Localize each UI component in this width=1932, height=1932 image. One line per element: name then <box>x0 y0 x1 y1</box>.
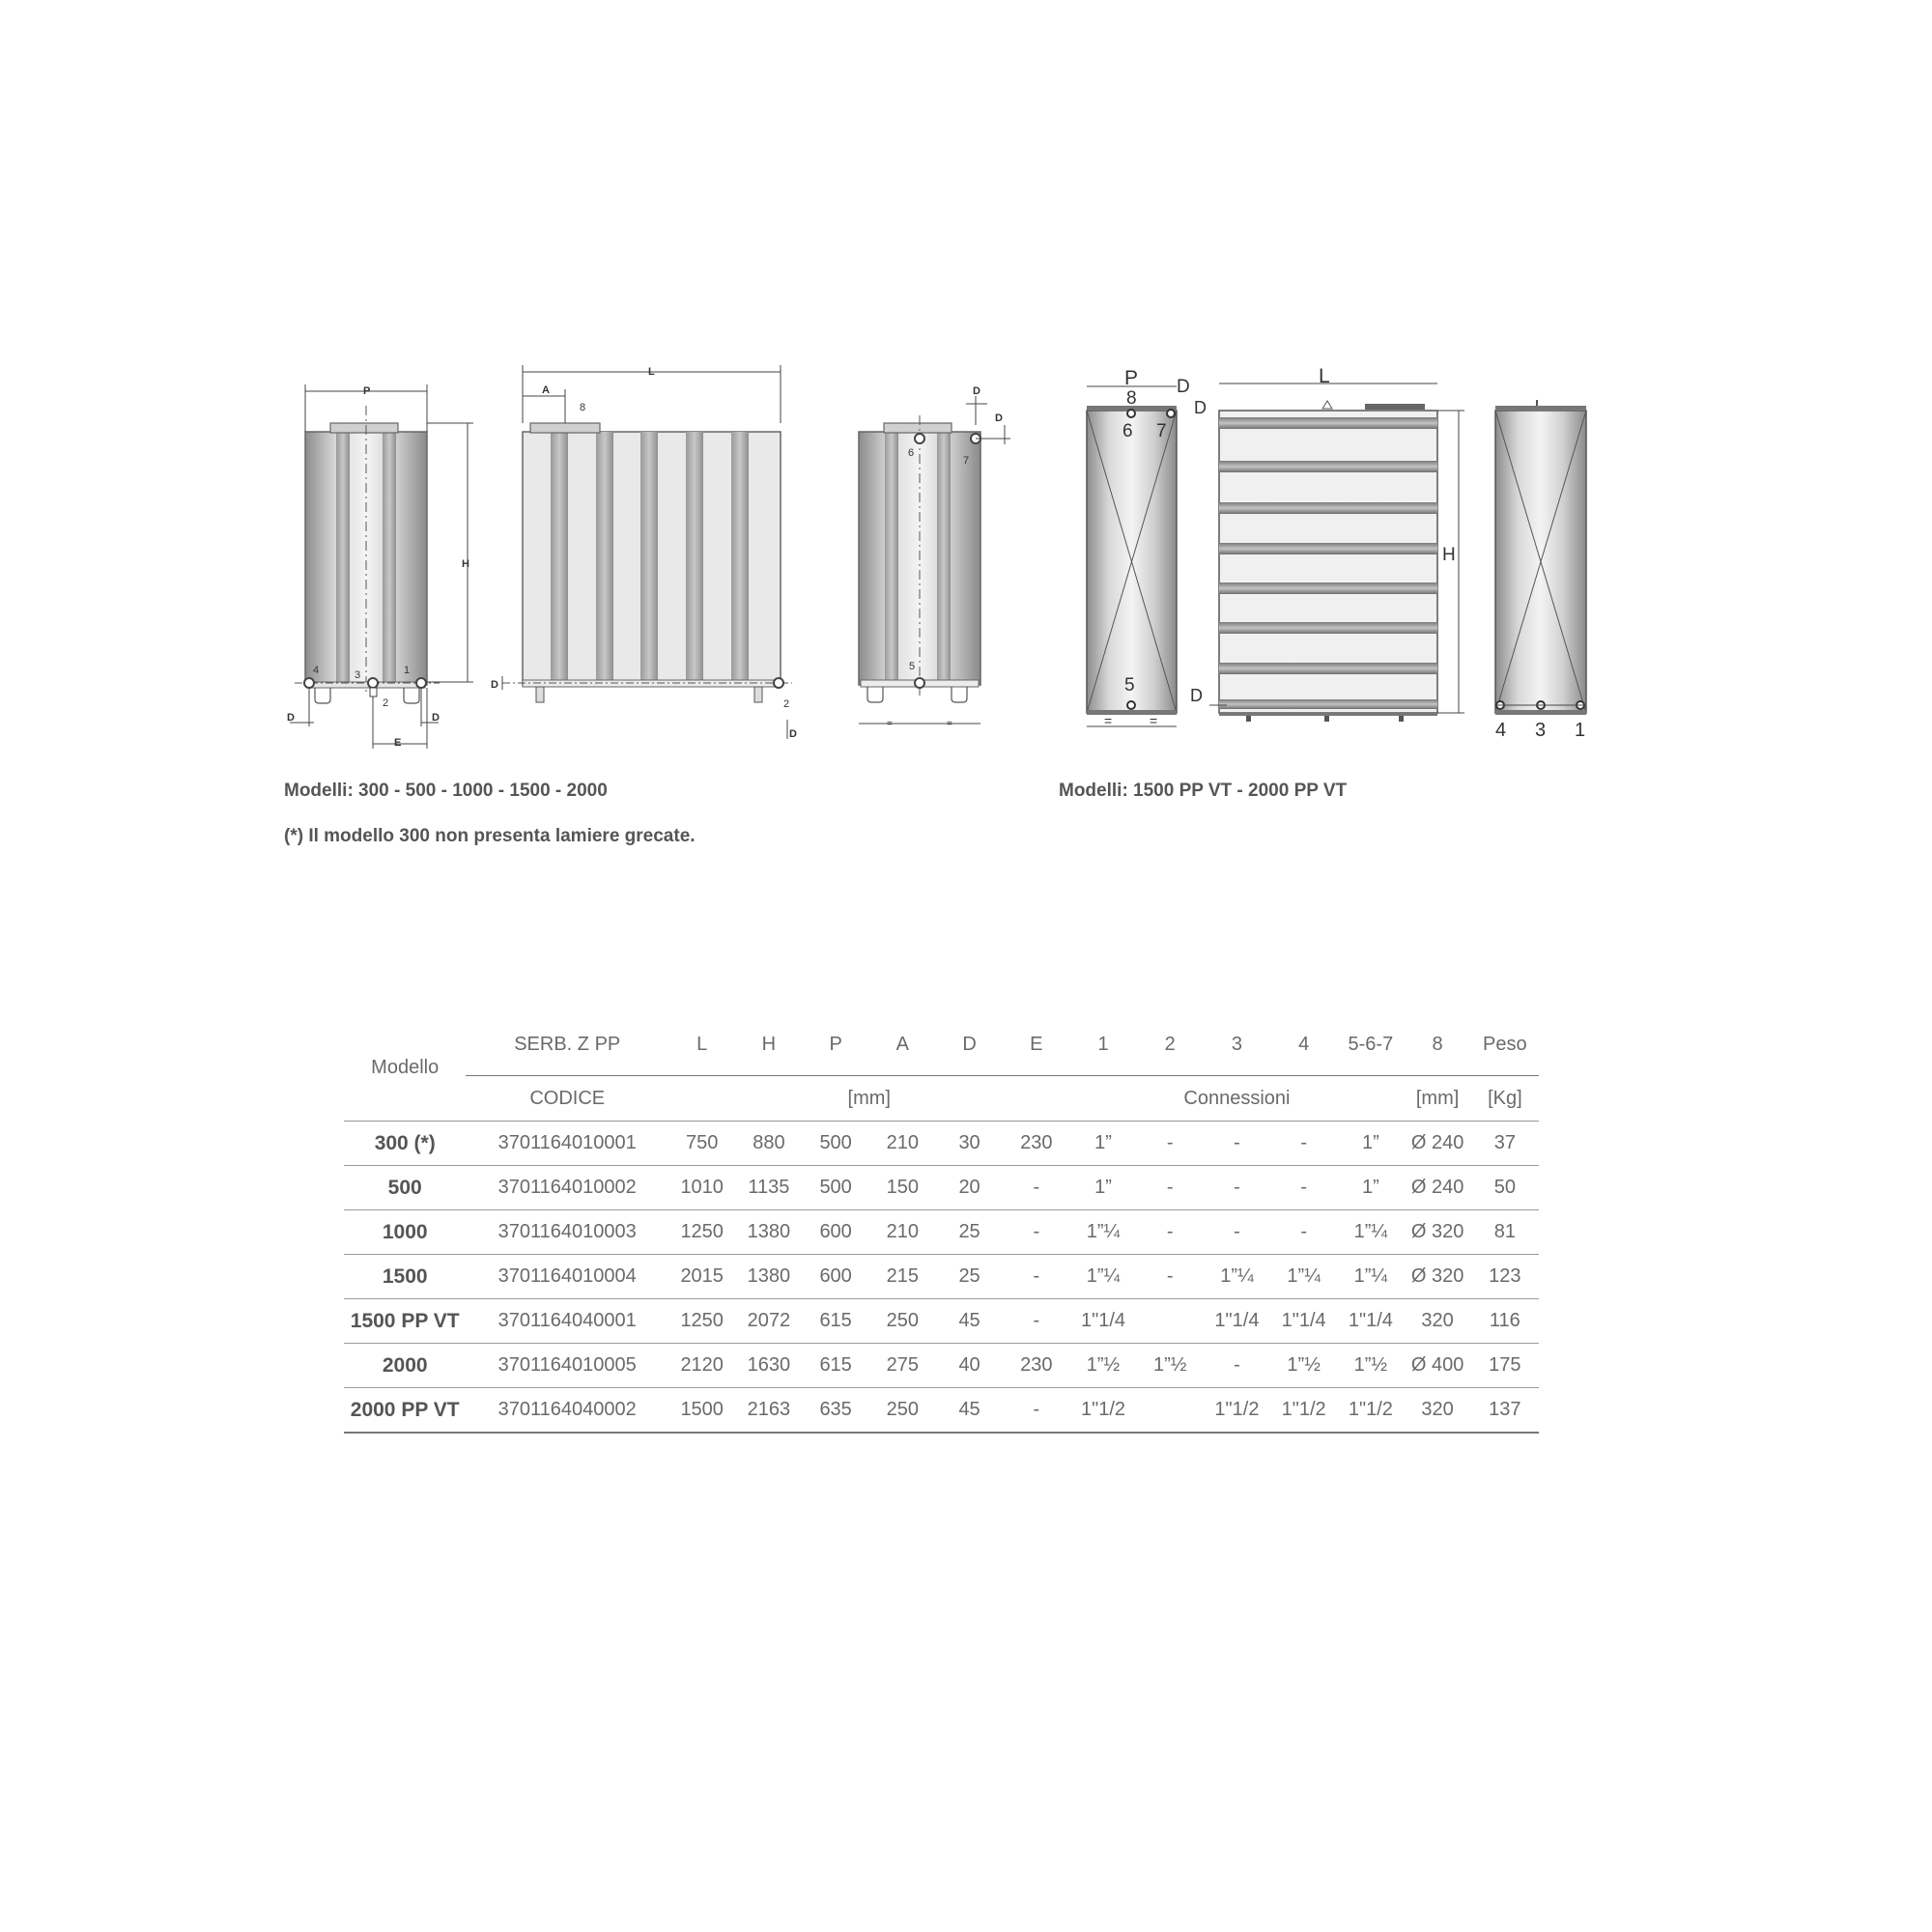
table-cell: 500 <box>803 1122 869 1166</box>
dim-label-l: L <box>648 366 655 378</box>
conn-label-6: 6 <box>1122 421 1133 441</box>
header-cell: 1 <box>1069 1014 1136 1076</box>
conn-label-5: 5 <box>1124 675 1135 696</box>
table-cell: 123 <box>1471 1255 1539 1299</box>
table-cell: 1380 <box>735 1255 802 1299</box>
table-row <box>344 1299 1539 1344</box>
tank-end-view <box>859 396 1010 724</box>
table-cell: 45 <box>936 1299 1003 1344</box>
table-cell: 1"1/4 <box>1204 1299 1270 1344</box>
table-cell: 1”¼ <box>1337 1210 1404 1255</box>
table-row <box>344 1388 1539 1434</box>
table-cell: 1250 <box>668 1210 735 1255</box>
table-cell: - <box>1137 1210 1204 1255</box>
table-cell: 635 <box>803 1388 869 1434</box>
table-cell: - <box>1270 1166 1337 1210</box>
conn-label-8: 8 <box>580 402 586 413</box>
table-cell: 230 <box>1003 1122 1069 1166</box>
header-cell: A <box>869 1014 936 1076</box>
table-cell: - <box>1270 1210 1337 1255</box>
conn-label-5: 5 <box>909 661 916 672</box>
header-mm-8: [mm] <box>1404 1076 1470 1122</box>
table-cell: 1010 <box>668 1166 735 1210</box>
table-row <box>344 1122 1539 1166</box>
table-cell: - <box>1204 1210 1270 1255</box>
table-cell: 1"1/2 <box>1270 1388 1337 1434</box>
conn-label-3: 3 <box>1535 720 1547 741</box>
table-cell: 2163 <box>735 1388 802 1434</box>
models-caption-left: Modelli: 300 - 500 - 1000 - 1500 - 2000 <box>284 781 608 801</box>
table-cell: 3701164010005 <box>466 1344 668 1388</box>
table-cell: - <box>1204 1122 1270 1166</box>
header-kg: [Kg] <box>1471 1076 1539 1122</box>
table-row <box>344 1166 1539 1210</box>
dim-label-h: H <box>462 558 469 570</box>
table-cell: 1250 <box>668 1299 735 1344</box>
table-cell: 25 <box>936 1210 1003 1255</box>
technical-drawings <box>0 0 1932 869</box>
conn-label-1: 1 <box>404 665 411 676</box>
table-cell: 150 <box>869 1166 936 1210</box>
table-cell: 1” <box>1069 1166 1136 1210</box>
table-cell: 3701164040002 <box>466 1388 668 1434</box>
table-cell: 600 <box>803 1255 869 1299</box>
header-cell: 8 <box>1404 1014 1470 1076</box>
table-cell: 1630 <box>735 1344 802 1388</box>
table-subheader-row <box>344 1076 1539 1122</box>
table-cell: 1”¼ <box>1069 1255 1136 1299</box>
header-cell: E <box>1003 1014 1069 1076</box>
table-cell: 1”½ <box>1069 1344 1136 1388</box>
header-modello: Modello <box>371 1056 440 1078</box>
header-cell: D <box>936 1014 1003 1076</box>
header-cell: L <box>668 1014 735 1076</box>
dim-label-d: D <box>1190 686 1203 705</box>
table-cell: 137 <box>1471 1388 1539 1434</box>
dim-label-d: D <box>1177 377 1190 397</box>
table-cell: 750 <box>668 1122 735 1166</box>
dim-label-p: P <box>1124 367 1139 389</box>
table-cell: - <box>1003 1210 1069 1255</box>
table-cell: 1"1/4 <box>1270 1299 1337 1344</box>
table-cell: - <box>1204 1166 1270 1210</box>
table-cell: 500 <box>803 1166 869 1210</box>
header-mm: [mm] <box>668 1076 1069 1122</box>
model-cell: 1000 <box>344 1210 466 1255</box>
table-cell: 2072 <box>735 1299 802 1344</box>
model-cell: 1500 PP VT <box>344 1299 466 1344</box>
dim-label-h: H <box>1442 545 1456 565</box>
table-row <box>344 1344 1539 1388</box>
dim-label-l: L <box>1319 365 1330 387</box>
dim-label-eq: = <box>887 719 893 729</box>
dim-label-a: A <box>542 384 550 396</box>
table-cell: 3701164010001 <box>466 1122 668 1166</box>
dim-label-eq: = <box>1150 713 1158 728</box>
table-cell: 1” <box>1337 1122 1404 1166</box>
table-cell: 20 <box>936 1166 1003 1210</box>
dim-label-d: D <box>995 412 1003 424</box>
table-cell: - <box>1270 1122 1337 1166</box>
dim-label-p: P <box>363 385 371 397</box>
table-cell: 116 <box>1471 1299 1539 1344</box>
table-cell: Ø 240 <box>1404 1166 1470 1210</box>
header-cell: SERB. Z PP <box>466 1014 668 1076</box>
model-cell: 2000 PP VT <box>344 1388 466 1434</box>
table-cell: - <box>1003 1166 1069 1210</box>
table-cell: 320 <box>1404 1299 1470 1344</box>
table-cell: 250 <box>869 1388 936 1434</box>
table-cell: 600 <box>803 1210 869 1255</box>
footnote: (*) Il modello 300 non presenta lamiere grecate. <box>284 826 696 846</box>
table-cell: 3701164010002 <box>466 1166 668 1210</box>
table-cell: 37 <box>1471 1122 1539 1166</box>
table-cell: 880 <box>735 1122 802 1166</box>
models-caption-right: Modelli: 1500 PP VT - 2000 PP VT <box>1059 781 1348 801</box>
table-cell: 1”½ <box>1270 1344 1337 1388</box>
dim-label-d: D <box>973 385 980 397</box>
table-cell: 1"1/2 <box>1204 1388 1270 1434</box>
header-cell: 5-6-7 <box>1337 1014 1404 1076</box>
table-cell: 2120 <box>668 1344 735 1388</box>
table-cell: 50 <box>1471 1166 1539 1210</box>
dim-label-d: D <box>432 712 440 724</box>
conn-label-7: 7 <box>963 455 970 467</box>
table-cell: 1"1/2 <box>1069 1388 1136 1434</box>
table-cell: 3701164010004 <box>466 1255 668 1299</box>
conn-label-8: 8 <box>1126 388 1137 409</box>
table-cell: 1"1/4 <box>1069 1299 1136 1344</box>
table-cell: 1”¼ <box>1337 1255 1404 1299</box>
vt-end-view <box>1495 400 1586 715</box>
table-cell <box>1137 1388 1204 1434</box>
table-cell: 1” <box>1337 1166 1404 1210</box>
table-cell: 615 <box>803 1299 869 1344</box>
vt-front-view <box>1209 384 1464 722</box>
dim-label-d: D <box>491 679 498 691</box>
table-cell: Ø 320 <box>1404 1210 1470 1255</box>
table-cell: 615 <box>803 1344 869 1388</box>
header-connessioni: Connessioni <box>1069 1076 1404 1122</box>
tank-front-view <box>502 365 792 739</box>
header-cell: H <box>735 1014 802 1076</box>
table-cell: 40 <box>936 1344 1003 1388</box>
table-cell: 230 <box>1003 1344 1069 1388</box>
table-cell: 1”¼ <box>1069 1210 1136 1255</box>
table-cell: 3701164010003 <box>466 1210 668 1255</box>
table-cell: 30 <box>936 1122 1003 1166</box>
dim-label-e: E <box>394 737 402 749</box>
dim-label-d: D <box>789 728 797 740</box>
table-cell: Ø 240 <box>1404 1122 1470 1166</box>
dim-label-d: D <box>1194 398 1207 417</box>
header-cell: P <box>803 1014 869 1076</box>
conn-label-6: 6 <box>908 447 915 459</box>
conn-label-2: 2 <box>783 698 790 710</box>
tank-side-view <box>290 384 473 749</box>
table-cell: 1”¼ <box>1270 1255 1337 1299</box>
table-cell: - <box>1003 1255 1069 1299</box>
table-cell: 250 <box>869 1299 936 1344</box>
table-cell: 2015 <box>668 1255 735 1299</box>
conn-label-3: 3 <box>355 669 361 681</box>
table-cell: 215 <box>869 1255 936 1299</box>
table-cell: 1”½ <box>1137 1344 1204 1388</box>
model-cell: 1500 <box>344 1255 466 1299</box>
table-row <box>344 1255 1539 1299</box>
table-cell <box>1137 1299 1204 1344</box>
table-cell: - <box>1137 1166 1204 1210</box>
table-cell: Ø 400 <box>1404 1344 1470 1388</box>
table-cell: 320 <box>1404 1388 1470 1434</box>
model-cell: 500 <box>344 1166 466 1210</box>
table-cell: 1”½ <box>1337 1344 1404 1388</box>
conn-label-7: 7 <box>1156 421 1167 441</box>
table-row <box>344 1210 1539 1255</box>
header-cell: 2 <box>1137 1014 1204 1076</box>
table-cell: 1"1/2 <box>1337 1388 1404 1434</box>
table-cell: 175 <box>1471 1344 1539 1388</box>
table-cell: 1135 <box>735 1166 802 1210</box>
table-cell: - <box>1003 1388 1069 1434</box>
table-cell: 210 <box>869 1122 936 1166</box>
conn-label-4: 4 <box>1495 720 1507 741</box>
model-cell: 2000 <box>344 1344 466 1388</box>
table-cell: 25 <box>936 1255 1003 1299</box>
table-cell: 45 <box>936 1388 1003 1434</box>
table-cell: 3701164040001 <box>466 1299 668 1344</box>
table-cell: - <box>1137 1122 1204 1166</box>
table-cell: - <box>1003 1299 1069 1344</box>
table-cell: - <box>1204 1344 1270 1388</box>
header-cell: 4 <box>1270 1014 1337 1076</box>
table-cell: 275 <box>869 1344 936 1388</box>
spec-table <box>344 1014 1539 1434</box>
table-cell: Ø 320 <box>1404 1255 1470 1299</box>
model-cell: 300 (*) <box>344 1122 466 1166</box>
conn-label-4: 4 <box>313 665 320 676</box>
dim-label-eq: = <box>1104 713 1113 728</box>
header-codice: CODICE <box>466 1076 668 1122</box>
table-cell: 81 <box>1471 1210 1539 1255</box>
table-cell: 1”¼ <box>1204 1255 1270 1299</box>
table-cell: 1” <box>1069 1122 1136 1166</box>
header-cell: Peso <box>1471 1014 1539 1076</box>
conn-label-2: 2 <box>383 697 389 709</box>
header-cell: 3 <box>1204 1014 1270 1076</box>
conn-label-1: 1 <box>1575 720 1586 741</box>
table-cell: 1"1/4 <box>1337 1299 1404 1344</box>
table-cell: 1500 <box>668 1388 735 1434</box>
table-cell: 1380 <box>735 1210 802 1255</box>
table-cell: - <box>1137 1255 1204 1299</box>
table-header-row <box>344 1014 1539 1076</box>
dim-label-d: D <box>287 712 295 724</box>
dim-label-eq: = <box>947 719 952 729</box>
table-cell: 210 <box>869 1210 936 1255</box>
